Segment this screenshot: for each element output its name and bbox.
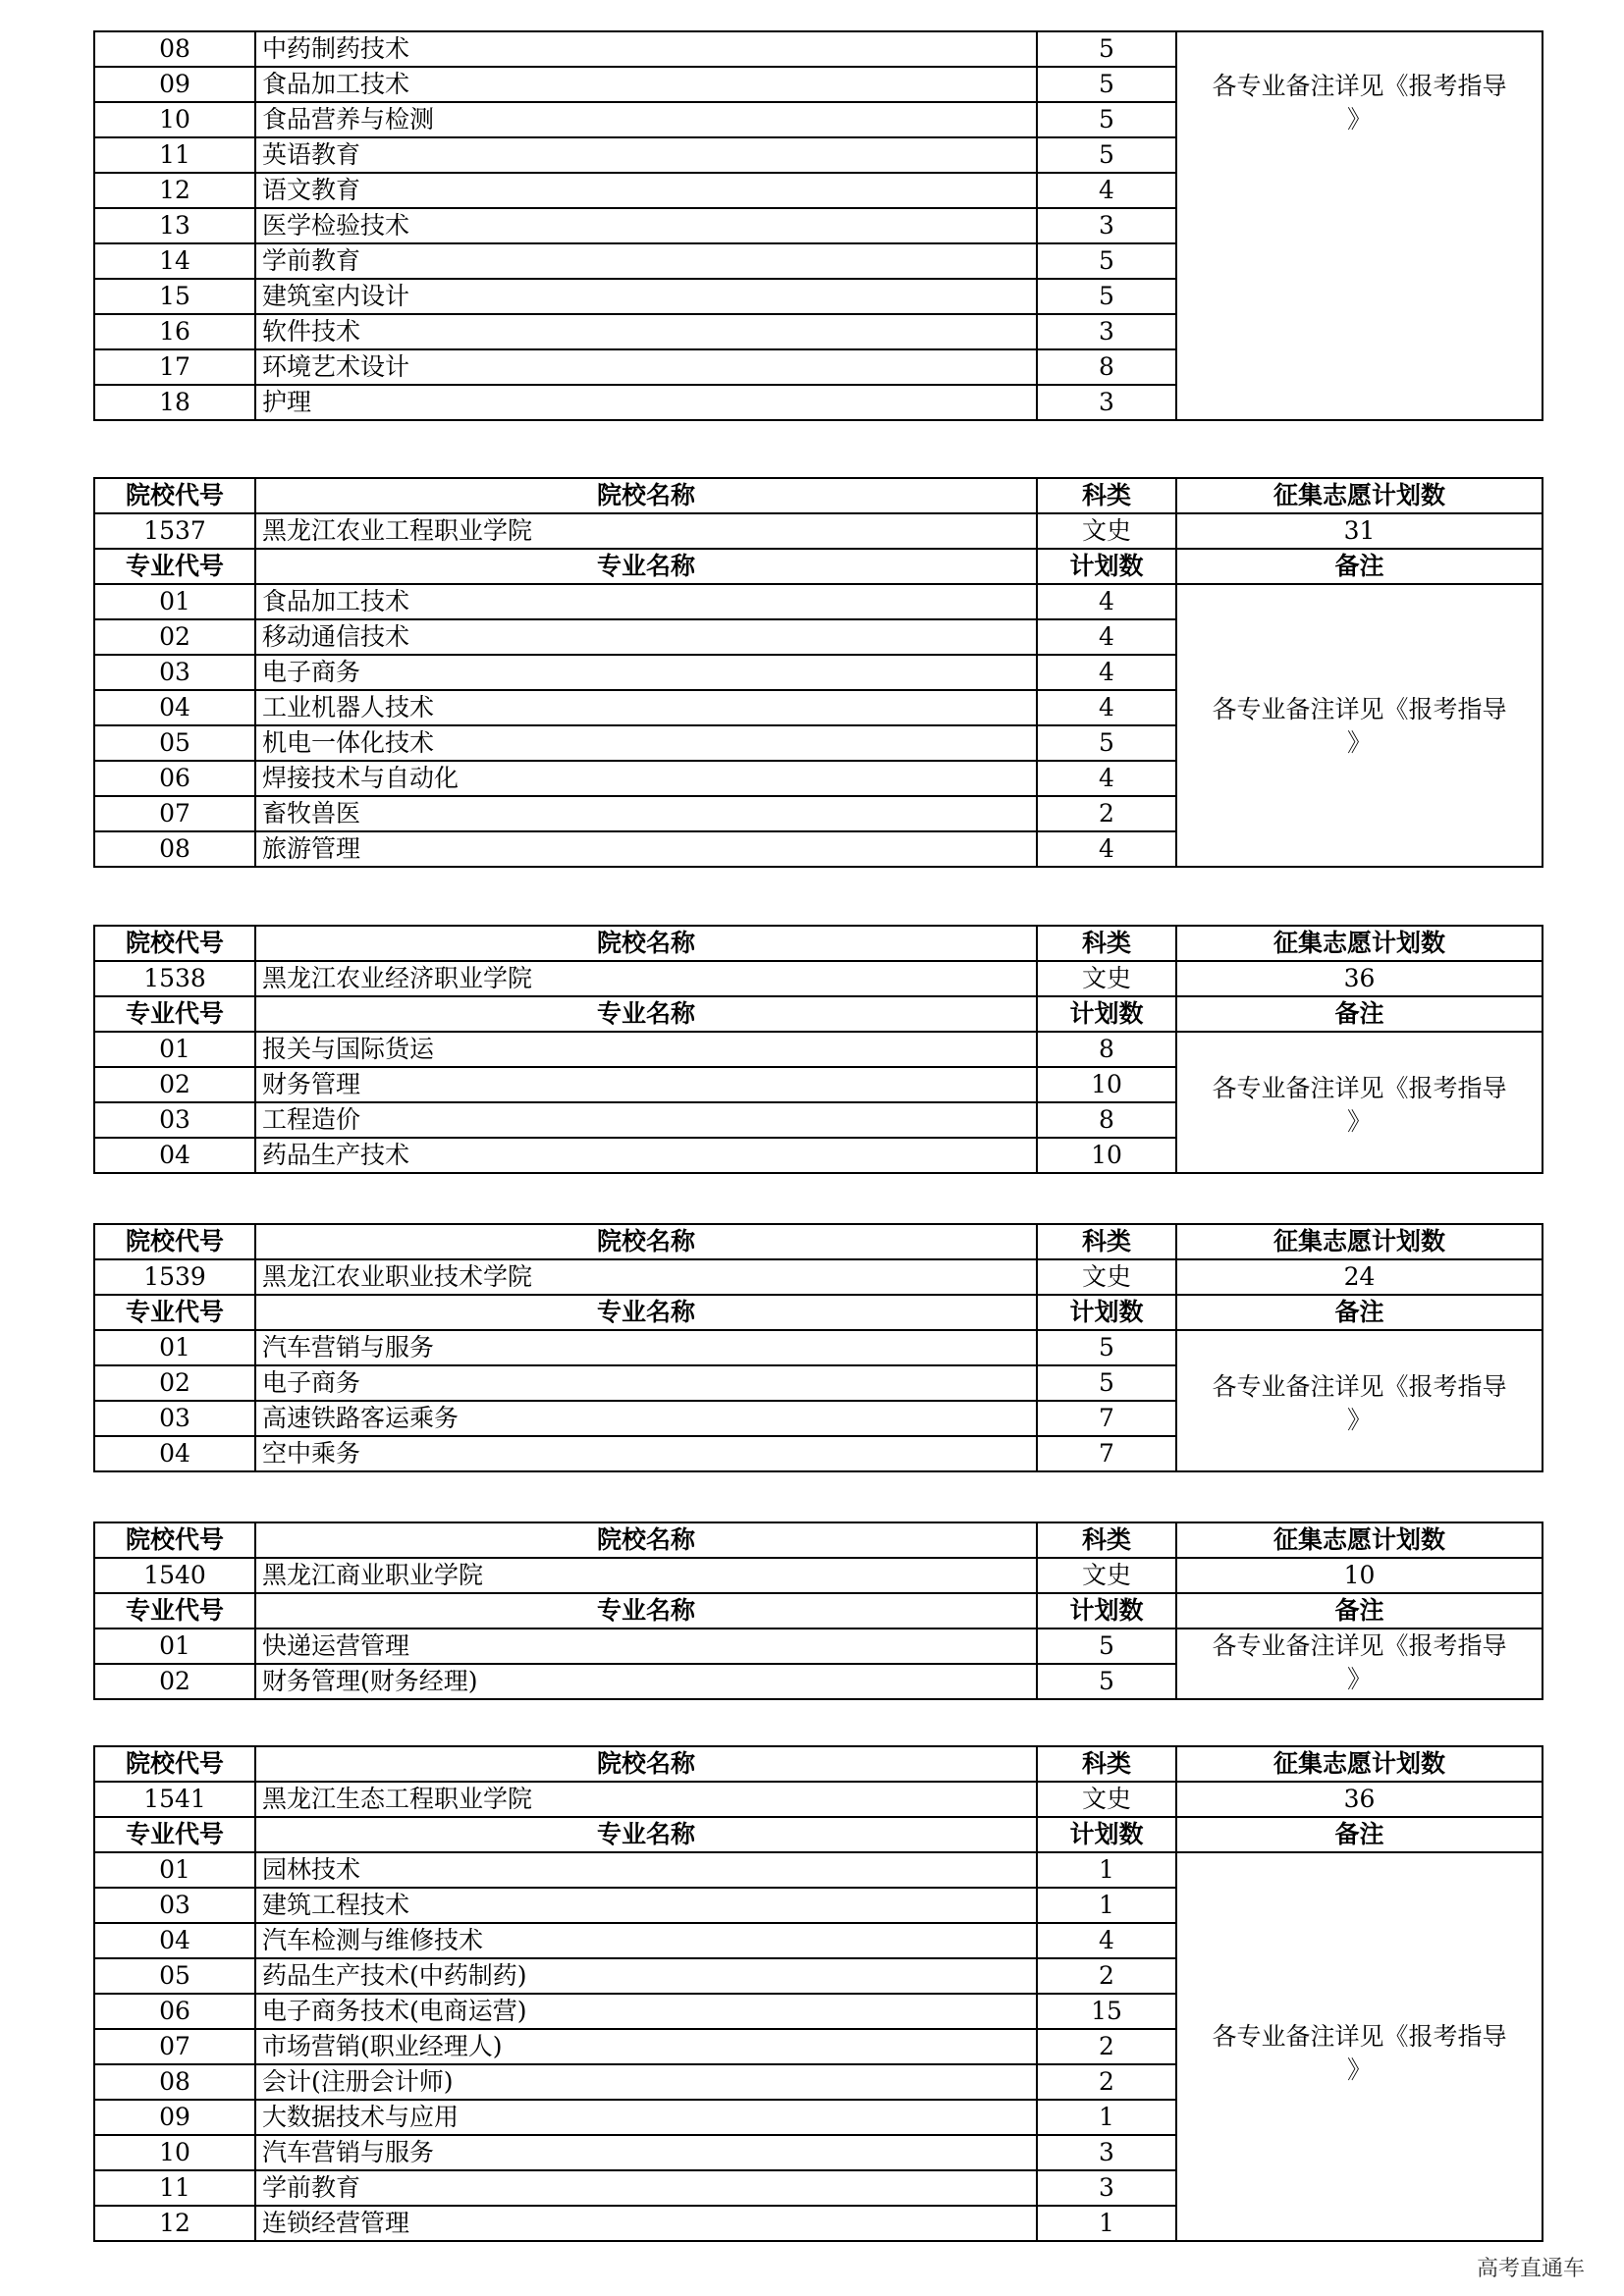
major-row (94, 1629, 1543, 1664)
major-code: 16 (94, 314, 255, 349)
major-plan: 8 (1037, 349, 1176, 385)
major-code: 03 (94, 1102, 255, 1138)
major-code: 17 (94, 349, 255, 385)
school-info-row (94, 961, 1543, 996)
major-plan: 1 (1037, 2100, 1176, 2135)
school-info-row (94, 513, 1543, 549)
major-code: 11 (94, 2170, 255, 2206)
school-info-row (94, 1259, 1543, 1295)
major-plan: 8 (1037, 1102, 1176, 1138)
header-school-name: 院校名称 (255, 926, 1037, 961)
major-name: 建筑室内设计 (255, 279, 1037, 314)
major-name: 空中乘务 (255, 1436, 1037, 1471)
major-code: 04 (94, 1138, 255, 1173)
major-row (94, 1032, 1543, 1067)
major-header-row (94, 549, 1543, 584)
school-info-row (94, 1782, 1543, 1817)
major-name: 焊接技术与自动化 (255, 761, 1037, 796)
header-school-code: 院校代号 (94, 1746, 255, 1782)
school-table (93, 1745, 1543, 2242)
major-plan: 5 (1037, 102, 1176, 137)
header-note: 备注 (1176, 1593, 1543, 1629)
header-major-code: 专业代号 (94, 996, 255, 1032)
major-plan: 7 (1037, 1401, 1176, 1436)
major-plan: 2 (1037, 2064, 1176, 2100)
major-plan: 2 (1037, 1958, 1176, 1994)
major-plan: 5 (1037, 1330, 1176, 1365)
major-plan: 4 (1037, 173, 1176, 208)
note-cell (1176, 584, 1543, 867)
major-code: 08 (94, 31, 255, 67)
continuation-table (93, 30, 1543, 421)
major-plan: 3 (1037, 314, 1176, 349)
school-info-row (94, 1558, 1543, 1593)
major-plan: 3 (1037, 385, 1176, 420)
school-plan-total: 36 (1176, 1782, 1543, 1817)
note-line-1: 各专业备注详见《报考指导 (1212, 1631, 1507, 1660)
note-line-1: 各专业备注详见《报考指导 (1212, 1074, 1507, 1102)
header-note: 备注 (1176, 1295, 1543, 1330)
major-code: 07 (94, 796, 255, 831)
major-name: 电子商务技术(电商运营) (255, 1994, 1037, 2029)
note-cell (1176, 1330, 1543, 1471)
major-header-row (94, 1817, 1543, 1852)
major-plan: 3 (1037, 208, 1176, 243)
major-plan: 3 (1037, 2170, 1176, 2206)
header-school-code: 院校代号 (94, 478, 255, 513)
major-name: 环境艺术设计 (255, 349, 1037, 385)
major-plan: 4 (1037, 761, 1176, 796)
school-table (93, 1522, 1543, 1700)
header-major-code: 专业代号 (94, 1817, 255, 1852)
major-code: 06 (94, 1994, 255, 2029)
major-code: 03 (94, 655, 255, 690)
header-plan: 计划数 (1037, 549, 1176, 584)
note-cell (1176, 1032, 1543, 1173)
note-cell (1176, 31, 1543, 420)
major-name: 食品营养与检测 (255, 102, 1037, 137)
school-code: 1538 (94, 961, 255, 996)
major-code: 05 (94, 725, 255, 761)
header-note: 备注 (1176, 1817, 1543, 1852)
header-plan-total: 征集志愿计划数 (1176, 478, 1543, 513)
header-plan-total: 征集志愿计划数 (1176, 926, 1543, 961)
school-name: 黑龙江商业职业学院 (255, 1558, 1037, 1593)
major-code: 09 (94, 2100, 255, 2135)
major-name: 学前教育 (255, 243, 1037, 279)
major-plan: 4 (1037, 655, 1176, 690)
major-name: 工业机器人技术 (255, 690, 1037, 725)
major-plan: 1 (1037, 1852, 1176, 1888)
major-name: 学前教育 (255, 2170, 1037, 2206)
major-name: 软件技术 (255, 314, 1037, 349)
major-row (94, 584, 1543, 619)
note-cell (1176, 1629, 1543, 1699)
major-row (94, 1852, 1543, 1888)
major-code: 08 (94, 2064, 255, 2100)
major-code: 07 (94, 2029, 255, 2064)
major-header-row (94, 1593, 1543, 1629)
major-code: 08 (94, 831, 255, 867)
major-name: 汽车营销与服务 (255, 2135, 1037, 2170)
header-plan: 计划数 (1037, 1593, 1176, 1629)
header-category: 科类 (1037, 1224, 1176, 1259)
major-plan: 1 (1037, 1888, 1176, 1923)
major-code: 01 (94, 1330, 255, 1365)
header-plan-total: 征集志愿计划数 (1176, 1224, 1543, 1259)
header-school-code: 院校代号 (94, 1224, 255, 1259)
header-major-name: 专业名称 (255, 1593, 1037, 1629)
major-name: 报关与国际货运 (255, 1032, 1037, 1067)
major-code: 12 (94, 173, 255, 208)
major-name: 机电一体化技术 (255, 725, 1037, 761)
major-code: 09 (94, 67, 255, 102)
header-major-name: 专业名称 (255, 549, 1037, 584)
school-name: 黑龙江生态工程职业学院 (255, 1782, 1037, 1817)
header-plan-total: 征集志愿计划数 (1176, 1522, 1543, 1558)
major-header-row (94, 996, 1543, 1032)
header-plan: 计划数 (1037, 996, 1176, 1032)
major-code: 01 (94, 1629, 255, 1664)
major-name: 旅游管理 (255, 831, 1037, 867)
major-code: 15 (94, 279, 255, 314)
major-code: 02 (94, 1067, 255, 1102)
school-category: 文史 (1037, 961, 1176, 996)
note-cell (1176, 1852, 1543, 2241)
major-plan: 5 (1037, 1629, 1176, 1664)
note-line-2: 》 (1346, 105, 1372, 133)
header-category: 科类 (1037, 926, 1176, 961)
header-note: 备注 (1176, 996, 1543, 1032)
major-name: 中药制药技术 (255, 31, 1037, 67)
major-code: 10 (94, 102, 255, 137)
major-plan: 5 (1037, 725, 1176, 761)
school-name: 黑龙江农业职业技术学院 (255, 1259, 1037, 1295)
major-name: 汽车检测与维修技术 (255, 1923, 1037, 1958)
school-category: 文史 (1037, 1782, 1176, 1817)
school-code: 1540 (94, 1558, 255, 1593)
major-name: 财务管理(财务经理) (255, 1664, 1037, 1699)
major-plan: 1 (1037, 2206, 1176, 2241)
major-code: 13 (94, 208, 255, 243)
major-header-row (94, 1295, 1543, 1330)
school-name: 黑龙江农业经济职业学院 (255, 961, 1037, 996)
major-plan: 5 (1037, 1664, 1176, 1699)
school-header-row (94, 1224, 1543, 1259)
header-plan-total: 征集志愿计划数 (1176, 1746, 1543, 1782)
school-code: 1541 (94, 1782, 255, 1817)
major-row (94, 31, 1543, 67)
note-line-1: 各专业备注详见《报考指导 (1212, 72, 1507, 100)
header-school-name: 院校名称 (255, 478, 1037, 513)
school-name: 黑龙江农业工程职业学院 (255, 513, 1037, 549)
school-header-row (94, 478, 1543, 513)
major-code: 02 (94, 1664, 255, 1699)
school-plan-total: 31 (1176, 513, 1543, 549)
school-table (93, 1223, 1543, 1472)
school-table (93, 925, 1543, 1174)
major-plan: 5 (1037, 31, 1176, 67)
header-plan: 计划数 (1037, 1295, 1176, 1330)
major-name: 快递运营管理 (255, 1629, 1037, 1664)
school-header-row (94, 926, 1543, 961)
major-name: 畜牧兽医 (255, 796, 1037, 831)
major-name: 汽车营销与服务 (255, 1330, 1037, 1365)
major-plan: 2 (1037, 2029, 1176, 2064)
major-row (94, 1330, 1543, 1365)
major-plan: 4 (1037, 584, 1176, 619)
major-code: 14 (94, 243, 255, 279)
header-major-code: 专业代号 (94, 1295, 255, 1330)
major-code: 02 (94, 1365, 255, 1401)
school-plan-total: 24 (1176, 1259, 1543, 1295)
header-school-name: 院校名称 (255, 1522, 1037, 1558)
major-code: 06 (94, 761, 255, 796)
major-plan: 10 (1037, 1067, 1176, 1102)
school-header-row (94, 1522, 1543, 1558)
major-plan: 7 (1037, 1436, 1176, 1471)
major-plan: 4 (1037, 831, 1176, 867)
header-major-code: 专业代号 (94, 549, 255, 584)
major-plan: 5 (1037, 243, 1176, 279)
note-line-2: 》 (1346, 1107, 1372, 1136)
watermark: 高考直通车 (1476, 2257, 1585, 2281)
major-name: 电子商务 (255, 1365, 1037, 1401)
major-name: 会计(注册会计师) (255, 2064, 1037, 2100)
header-category: 科类 (1037, 1746, 1176, 1782)
school-code: 1539 (94, 1259, 255, 1295)
school-table (93, 477, 1543, 868)
header-school-name: 院校名称 (255, 1746, 1037, 1782)
major-code: 12 (94, 2206, 255, 2241)
major-code: 11 (94, 137, 255, 173)
note-line-1: 各专业备注详见《报考指导 (1212, 2022, 1507, 2051)
major-code: 01 (94, 1852, 255, 1888)
major-plan: 10 (1037, 1138, 1176, 1173)
major-plan: 4 (1037, 619, 1176, 655)
header-note: 备注 (1176, 549, 1543, 584)
major-name: 高速铁路客运乘务 (255, 1401, 1037, 1436)
note-line-2: 》 (1346, 728, 1372, 757)
school-code: 1537 (94, 513, 255, 549)
note-line-2: 》 (1346, 1665, 1372, 1693)
major-name: 大数据技术与应用 (255, 2100, 1037, 2135)
major-code: 01 (94, 1032, 255, 1067)
header-school-code: 院校代号 (94, 926, 255, 961)
school-plan-total: 10 (1176, 1558, 1543, 1593)
note-line-1: 各专业备注详见《报考指导 (1212, 695, 1507, 723)
major-name: 食品加工技术 (255, 584, 1037, 619)
header-major-name: 专业名称 (255, 1817, 1037, 1852)
major-plan: 15 (1037, 1994, 1176, 2029)
major-code: 01 (94, 584, 255, 619)
major-name: 移动通信技术 (255, 619, 1037, 655)
major-name: 护理 (255, 385, 1037, 420)
major-name: 药品生产技术(中药制药) (255, 1958, 1037, 1994)
note-line-2: 》 (1346, 2056, 1372, 2084)
school-category: 文史 (1037, 513, 1176, 549)
major-code: 04 (94, 1436, 255, 1471)
header-major-name: 专业名称 (255, 1295, 1037, 1330)
header-plan: 计划数 (1037, 1817, 1176, 1852)
header-category: 科类 (1037, 1522, 1176, 1558)
major-plan: 5 (1037, 67, 1176, 102)
major-code: 03 (94, 1401, 255, 1436)
major-name: 药品生产技术 (255, 1138, 1037, 1173)
header-major-name: 专业名称 (255, 996, 1037, 1032)
major-name: 食品加工技术 (255, 67, 1037, 102)
major-plan: 4 (1037, 1923, 1176, 1958)
header-school-name: 院校名称 (255, 1224, 1037, 1259)
header-category: 科类 (1037, 478, 1176, 513)
major-name: 医学检验技术 (255, 208, 1037, 243)
major-code: 10 (94, 2135, 255, 2170)
major-code: 04 (94, 1923, 255, 1958)
major-plan: 5 (1037, 137, 1176, 173)
major-code: 03 (94, 1888, 255, 1923)
major-plan: 3 (1037, 2135, 1176, 2170)
major-name: 语文教育 (255, 173, 1037, 208)
header-major-code: 专业代号 (94, 1593, 255, 1629)
major-name: 连锁经营管理 (255, 2206, 1037, 2241)
major-plan: 4 (1037, 690, 1176, 725)
major-plan: 8 (1037, 1032, 1176, 1067)
major-name: 市场营销(职业经理人) (255, 2029, 1037, 2064)
major-name: 电子商务 (255, 655, 1037, 690)
note-line-1: 各专业备注详见《报考指导 (1212, 1372, 1507, 1401)
major-plan: 5 (1037, 279, 1176, 314)
major-code: 18 (94, 385, 255, 420)
school-header-row (94, 1746, 1543, 1782)
major-name: 工程造价 (255, 1102, 1037, 1138)
school-plan-total: 36 (1176, 961, 1543, 996)
major-plan: 5 (1037, 1365, 1176, 1401)
major-code: 05 (94, 1958, 255, 1994)
major-code: 02 (94, 619, 255, 655)
major-name: 财务管理 (255, 1067, 1037, 1102)
major-code: 04 (94, 690, 255, 725)
school-category: 文史 (1037, 1259, 1176, 1295)
note-line-2: 》 (1346, 1406, 1372, 1434)
header-school-code: 院校代号 (94, 1522, 255, 1558)
school-category: 文史 (1037, 1558, 1176, 1593)
major-plan: 2 (1037, 796, 1176, 831)
major-name: 英语教育 (255, 137, 1037, 173)
major-name: 建筑工程技术 (255, 1888, 1037, 1923)
major-name: 园林技术 (255, 1852, 1037, 1888)
